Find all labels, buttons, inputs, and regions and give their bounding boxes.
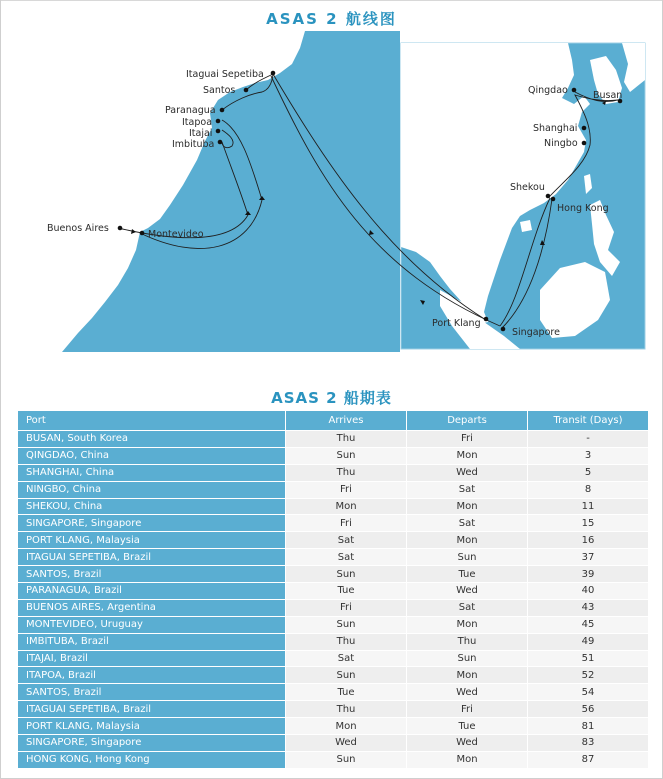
dot-paranagua [220, 108, 225, 113]
label-itapoa: Itapoa [182, 117, 213, 128]
port-cell: ITAPOA, Brazil [18, 667, 286, 684]
arrives-cell: Mon [286, 498, 407, 515]
table-row [18, 633, 649, 650]
schedule-header-row [18, 411, 649, 431]
transit-cell: 83 [528, 735, 649, 752]
label-itaguai: Itaguai Sepetiba [186, 69, 264, 80]
transit-cell: 11 [528, 498, 649, 515]
dot-shekou [546, 194, 551, 199]
transit-cell: 39 [528, 566, 649, 583]
table-row [18, 701, 649, 718]
arrives-cell: Thu [286, 464, 407, 481]
dot-itapoa [216, 119, 221, 124]
dot-shanghai [582, 126, 587, 131]
dot-imbituba [218, 140, 223, 145]
schedule-title: ASAS 2 船期表 [271, 389, 392, 407]
table-row [18, 718, 649, 735]
header-departs: Departs [407, 411, 528, 431]
dot-itajai [216, 129, 221, 134]
departs-cell: Tue [407, 718, 528, 735]
transit-cell: 52 [528, 667, 649, 684]
dot-itaguai [271, 71, 276, 76]
arrives-cell: Sun [286, 616, 407, 633]
label-hong-kong: Hong Kong [557, 203, 609, 214]
departs-cell: Sat [407, 599, 528, 616]
arrives-cell: Sun [286, 447, 407, 464]
arrives-cell: Sun [286, 667, 407, 684]
departs-cell: Mon [407, 532, 528, 549]
port-cell: QINGDAO, China [18, 447, 286, 464]
port-cell: PORT KLANG, Malaysia [18, 532, 286, 549]
map-title: ASAS 2 航线图 [266, 10, 397, 28]
label-imbituba: Imbituba [172, 139, 215, 150]
port-cell: PORT KLANG, Malaysia [18, 718, 286, 735]
label-montevideo: Montevideo [148, 229, 204, 240]
header-port: Port [18, 411, 286, 431]
transit-cell: 5 [528, 464, 649, 481]
arrives-cell: Sat [286, 650, 407, 667]
transit-cell: 3 [528, 447, 649, 464]
transit-cell: 43 [528, 599, 649, 616]
transit-cell: - [528, 431, 649, 448]
arrives-cell: Mon [286, 718, 407, 735]
departs-cell: Mon [407, 616, 528, 633]
arrives-cell: Thu [286, 431, 407, 448]
schedule-body [18, 431, 649, 769]
table-row [18, 599, 649, 616]
route-map [0, 28, 663, 356]
header-arrives: Arrives [286, 411, 407, 431]
transit-cell: 87 [528, 751, 649, 768]
departs-cell: Tue [407, 566, 528, 583]
port-cell: SINGAPORE, Singapore [18, 735, 286, 752]
label-busan: Busan [593, 90, 623, 101]
port-cell: BUENOS AIRES, Argentina [18, 599, 286, 616]
departs-cell: Thu [407, 633, 528, 650]
label-ningbo: Ningbo [544, 138, 578, 149]
arrives-cell: Fri [286, 481, 407, 498]
dot-singapore [501, 327, 506, 332]
dot-buenos-aires [118, 226, 123, 231]
dot-port-klang [484, 317, 489, 322]
port-cell: SHEKOU, China [18, 498, 286, 515]
table-row [18, 431, 649, 448]
port-cell: SHANGHAI, China [18, 464, 286, 481]
departs-cell: Sat [407, 515, 528, 532]
dot-ningbo [582, 141, 587, 146]
table-row [18, 684, 649, 701]
transit-cell: 54 [528, 684, 649, 701]
port-cell: PARANAGUA, Brazil [18, 583, 286, 600]
departs-cell: Mon [407, 498, 528, 515]
departs-cell: Wed [407, 583, 528, 600]
departs-cell: Mon [407, 751, 528, 768]
arrives-cell: Tue [286, 583, 407, 600]
dot-montevideo [140, 231, 145, 236]
table-row [18, 481, 649, 498]
dot-santos [244, 88, 249, 93]
arrives-cell: Wed [286, 735, 407, 752]
port-cell: HONG KONG, Hong Kong [18, 751, 286, 768]
transit-cell: 51 [528, 650, 649, 667]
departs-cell: Mon [407, 447, 528, 464]
label-shanghai: Shanghai [533, 123, 578, 134]
port-cell: MONTEVIDEO, Uruguay [18, 616, 286, 633]
departs-cell: Wed [407, 464, 528, 481]
port-cell: SANTOS, Brazil [18, 684, 286, 701]
label-port-klang: Port Klang [432, 318, 481, 329]
transit-cell: 37 [528, 549, 649, 566]
departs-cell: Mon [407, 667, 528, 684]
label-shekou: Shekou [510, 182, 545, 193]
label-paranagua: Paranagua [165, 105, 216, 116]
transit-cell: 81 [528, 718, 649, 735]
departs-cell: Sun [407, 549, 528, 566]
arrives-cell: Sun [286, 751, 407, 768]
table-row [18, 532, 649, 549]
hainan-land [520, 220, 532, 232]
table-row [18, 447, 649, 464]
arrives-cell: Fri [286, 515, 407, 532]
table-row [18, 650, 649, 667]
transit-cell: 15 [528, 515, 649, 532]
label-singapore: Singapore [512, 327, 560, 338]
arrives-cell: Tue [286, 684, 407, 701]
table-row [18, 498, 649, 515]
transit-cell: 16 [528, 532, 649, 549]
dot-qingdao [572, 88, 577, 93]
schedule-table [17, 410, 649, 769]
table-row [18, 735, 649, 752]
header-transit: Transit (Days) [528, 411, 649, 431]
label-itajai: Itajai [189, 128, 213, 139]
departs-cell: Fri [407, 701, 528, 718]
port-cell: IMBITUBA, Brazil [18, 633, 286, 650]
port-cell: ITAJAI, Brazil [18, 650, 286, 667]
departs-cell: Wed [407, 735, 528, 752]
arrives-cell: Thu [286, 701, 407, 718]
table-row [18, 583, 649, 600]
table-row [18, 616, 649, 633]
departs-cell: Sat [407, 481, 528, 498]
arrives-cell: Thu [286, 633, 407, 650]
port-cell: ITAGUAI SEPETIBA, Brazil [18, 549, 286, 566]
transit-cell: 45 [528, 616, 649, 633]
port-cell: BUSAN, South Korea [18, 431, 286, 448]
departs-cell: Wed [407, 684, 528, 701]
label-qingdao: Qingdao [528, 85, 568, 96]
arrives-cell: Sat [286, 532, 407, 549]
transit-cell: 8 [528, 481, 649, 498]
port-cell: SINGAPORE, Singapore [18, 515, 286, 532]
table-row [18, 667, 649, 684]
transit-cell: 56 [528, 701, 649, 718]
table-row [18, 549, 649, 566]
table-row [18, 515, 649, 532]
transit-cell: 40 [528, 583, 649, 600]
arrives-cell: Sat [286, 549, 407, 566]
port-cell: ITAGUAI SEPETIBA, Brazil [18, 701, 286, 718]
dot-hong-kong [551, 197, 556, 202]
departs-cell: Fri [407, 431, 528, 448]
table-row [18, 464, 649, 481]
port-cell: NINGBO, China [18, 481, 286, 498]
transit-cell: 49 [528, 633, 649, 650]
arrives-cell: Fri [286, 599, 407, 616]
port-cell: SANTOS, Brazil [18, 566, 286, 583]
frame-top [0, 0, 663, 1]
table-row [18, 566, 649, 583]
label-buenos-aires: Buenos Aires [47, 223, 109, 234]
arrives-cell: Sun [286, 566, 407, 583]
table-row [18, 751, 649, 768]
label-santos: Santos [203, 85, 236, 96]
departs-cell: Sun [407, 650, 528, 667]
